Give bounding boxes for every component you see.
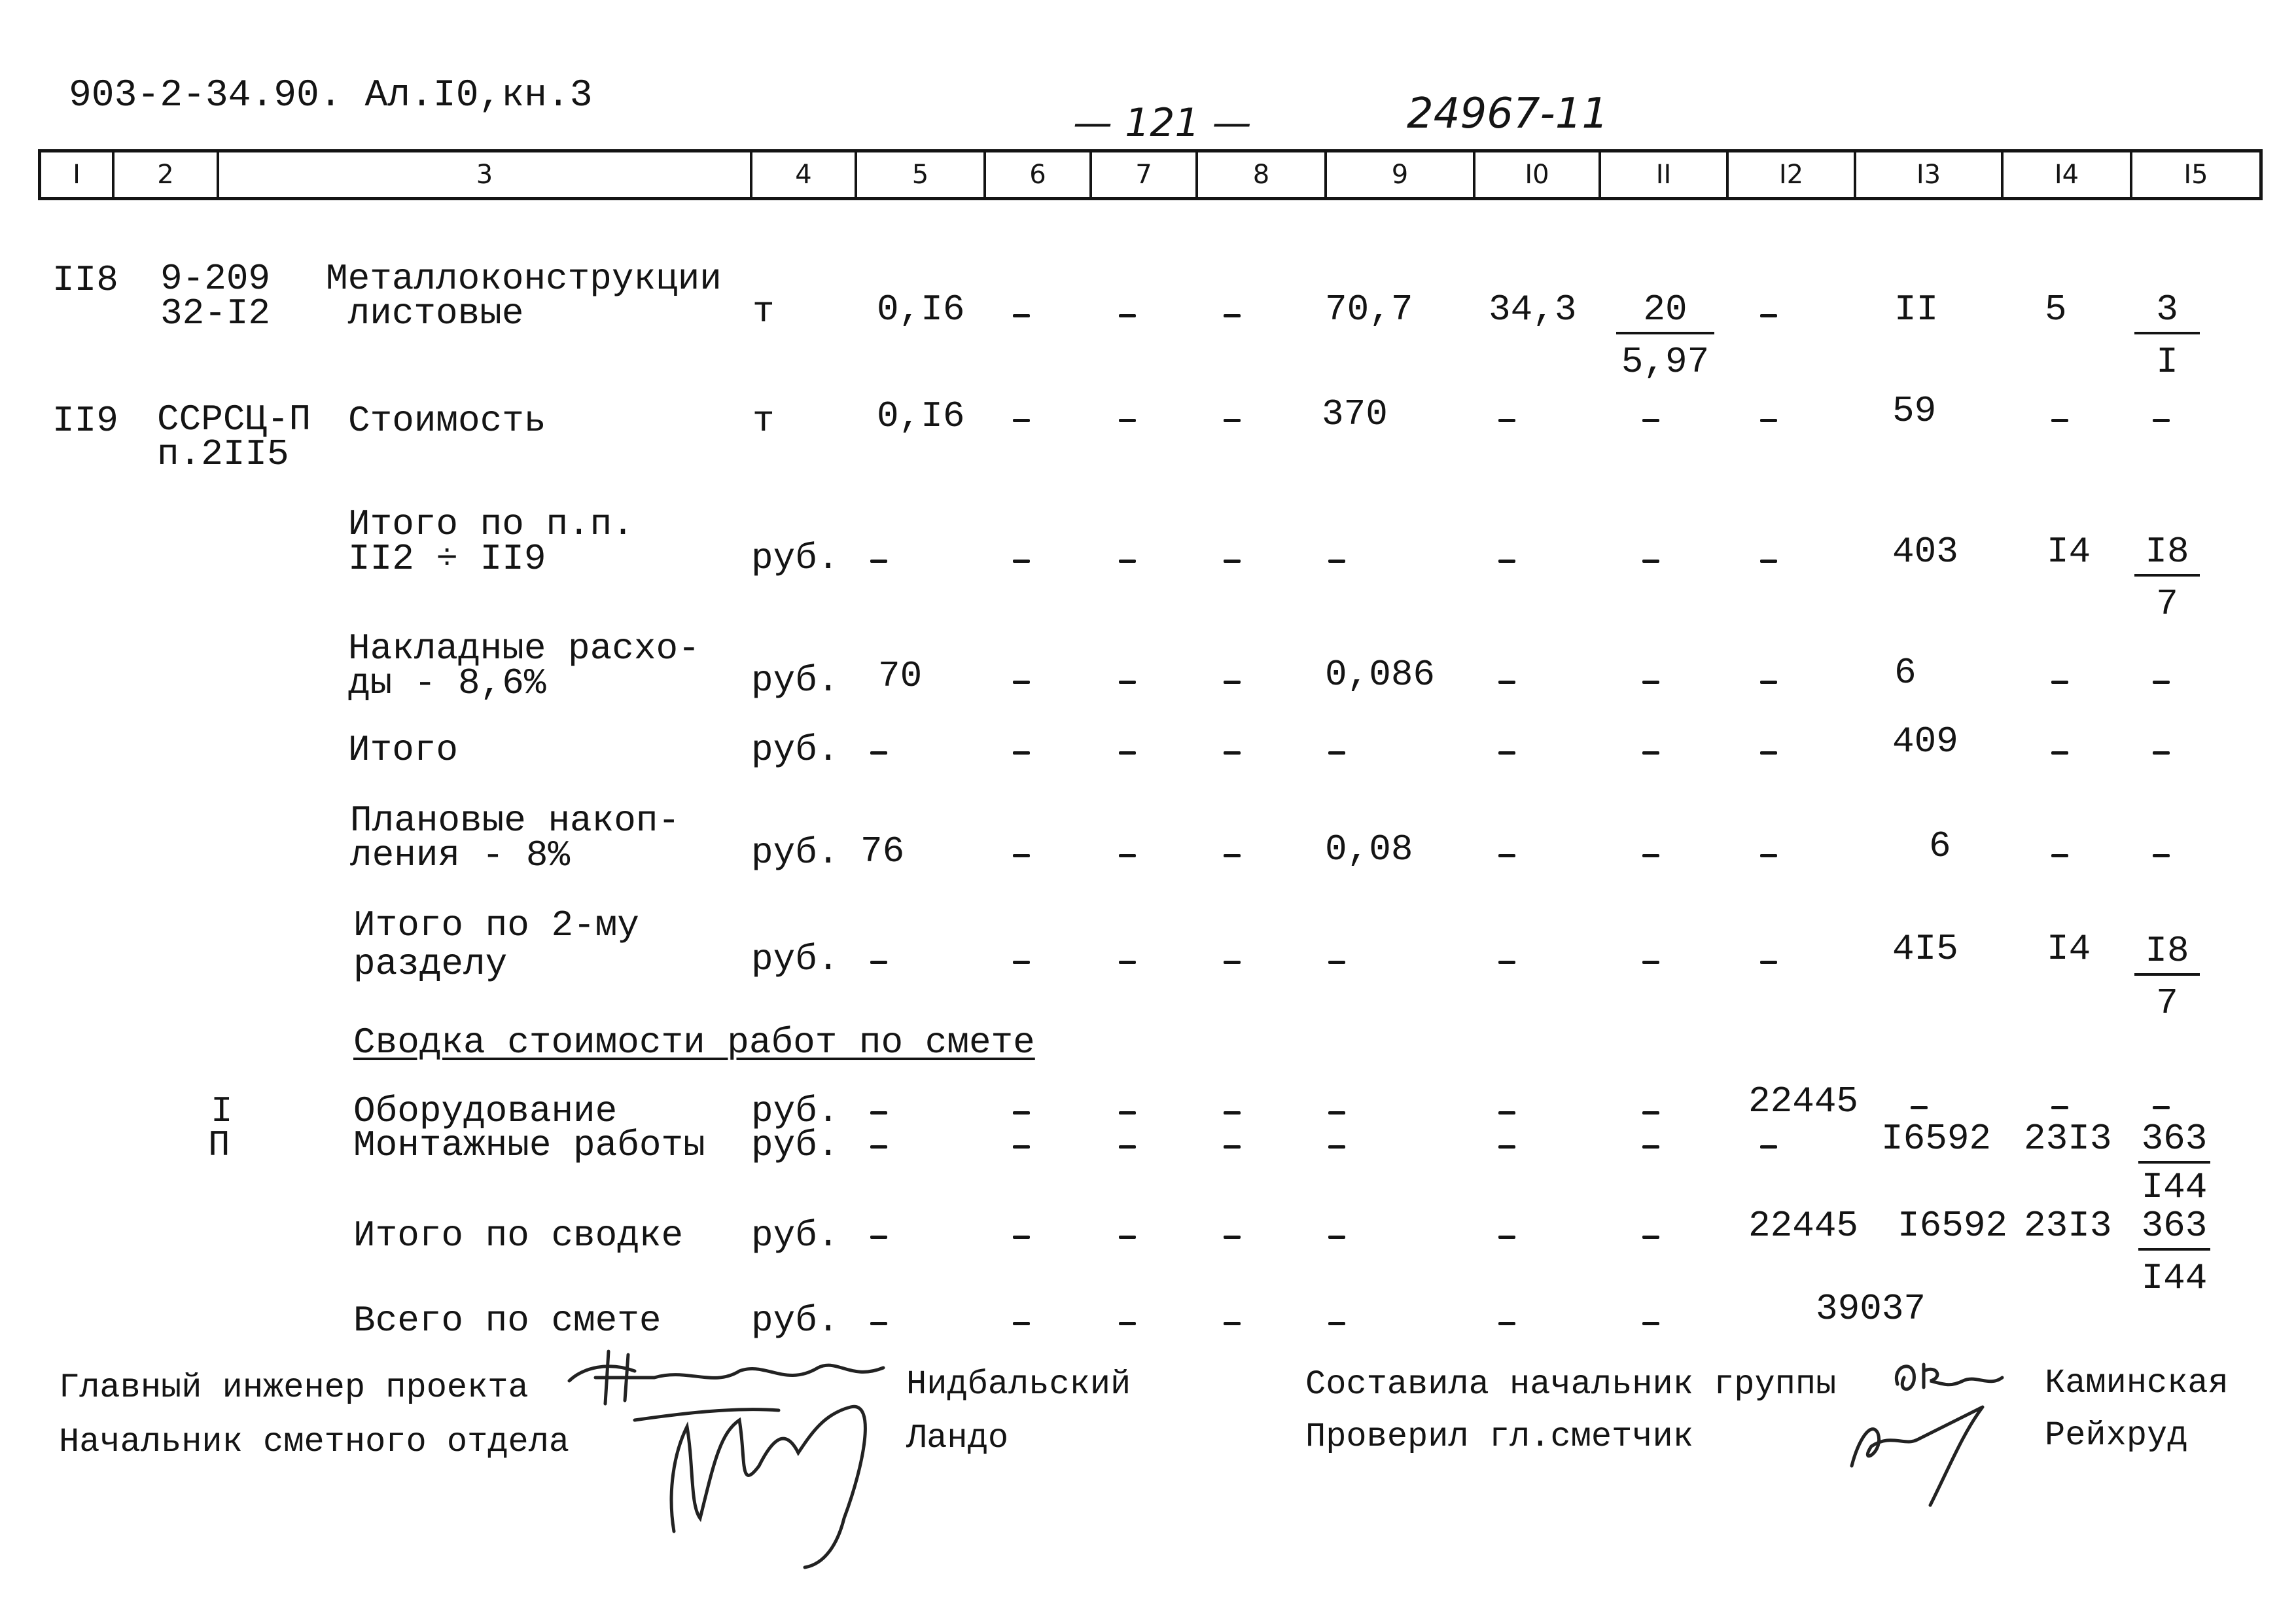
empty-cell-dash	[1013, 1322, 1030, 1325]
empty-cell-dash	[1013, 751, 1030, 755]
row-name: Итого	[348, 729, 459, 771]
cell-col15-fraction	[2134, 930, 2200, 1024]
cell-col9: 0,086	[1325, 654, 1436, 696]
empty-cell-dash	[1760, 854, 1777, 857]
empty-cell-dash	[1642, 1111, 1659, 1115]
empty-cell-dash	[1224, 854, 1241, 857]
fraction-denominator: 7	[2156, 583, 2178, 625]
row-unit: руб.	[751, 832, 839, 874]
empty-cell-dash	[2153, 419, 2170, 422]
empty-cell-dash	[1119, 681, 1136, 684]
empty-cell-dash	[1328, 961, 1345, 964]
empty-cell-dash	[1642, 1145, 1659, 1149]
fraction-numerator: 3	[2134, 291, 2200, 334]
cell-col15-fraction	[2138, 1205, 2210, 1299]
empty-cell-dash	[1642, 681, 1659, 684]
column-header: 4	[752, 152, 857, 197]
empty-cell-dash	[1642, 961, 1659, 964]
fraction-numerator: 363	[2138, 1207, 2210, 1251]
cell-col15-fraction	[2134, 531, 2200, 625]
empty-cell-dash	[1328, 1111, 1345, 1115]
column-header: I5	[2183, 160, 2208, 190]
empty-cell-dash	[1498, 854, 1515, 857]
cell-col13: 59	[1892, 390, 1937, 432]
cell-col13: 4I5	[1892, 928, 1958, 970]
empty-cell-dash	[1911, 1106, 1928, 1109]
empty-cell-dash	[1498, 681, 1515, 684]
fraction-numerator: I8	[2134, 533, 2200, 577]
empty-cell-dash	[1224, 961, 1241, 964]
empty-cell-dash	[1224, 560, 1241, 563]
empty-cell-dash	[2051, 751, 2068, 755]
empty-cell-dash	[1498, 1145, 1515, 1149]
cell-col9: 70,7	[1325, 289, 1413, 330]
empty-cell-dash	[870, 1322, 887, 1325]
empty-cell-dash	[1642, 1236, 1659, 1239]
empty-cell-dash	[1760, 419, 1777, 422]
checked-name: Рейхруд	[2045, 1416, 2188, 1455]
empty-cell-dash	[1498, 961, 1515, 964]
empty-cell-dash	[1328, 1322, 1345, 1325]
document-number: 24967-11	[1407, 90, 1609, 138]
empty-cell-dash	[1224, 1322, 1241, 1325]
empty-cell-dash	[1224, 751, 1241, 755]
empty-cell-dash	[1119, 1322, 1136, 1325]
fraction-denominator: I44	[2141, 1257, 2208, 1299]
empty-cell-dash	[1119, 1145, 1136, 1149]
empty-cell-dash	[1642, 1322, 1659, 1325]
empty-cell-dash	[1013, 419, 1030, 422]
cell-col5: 76	[860, 830, 905, 872]
checked-label: Проверил гл.сметчик	[1305, 1418, 1693, 1456]
row-name: Монтажные работы	[353, 1124, 705, 1166]
chief-engineer-name: Нидбальский	[906, 1365, 1131, 1404]
column-header: 2	[115, 152, 219, 197]
dept-head-label: Начальник сметного отдела	[59, 1423, 570, 1461]
empty-cell-dash	[870, 751, 887, 755]
empty-cell-dash	[1328, 1236, 1345, 1239]
empty-cell-dash	[1760, 560, 1777, 563]
column-header: I4	[2004, 152, 2132, 197]
empty-cell-dash	[1013, 1236, 1030, 1239]
cell-col5: 0,I6	[877, 289, 965, 330]
empty-cell-dash	[1224, 1111, 1241, 1115]
compiled-name: Каминская	[2045, 1364, 2229, 1402]
fraction-denominator: I	[2156, 341, 2178, 383]
row-name: Итого по сводке	[353, 1215, 684, 1257]
empty-cell-dash	[870, 560, 887, 563]
empty-cell-dash	[1760, 961, 1777, 964]
empty-cell-dash	[870, 1111, 887, 1115]
empty-cell-dash	[1498, 419, 1515, 422]
column-header: 7	[1092, 152, 1198, 197]
cell-col14: I4	[2047, 531, 2091, 573]
row-unit: руб.	[751, 660, 839, 702]
cell-col5: 70	[878, 655, 923, 697]
row-name: Накладные расхо- ды - 8,6%	[348, 628, 700, 705]
cell-col14: 5	[2045, 289, 2067, 330]
column-header: 3	[219, 152, 752, 197]
column-header: 5	[857, 152, 986, 197]
empty-cell-dash	[1328, 1145, 1345, 1149]
page-number: — 121 —	[1073, 100, 1252, 146]
cell-col14: 23I3	[2024, 1118, 2112, 1160]
column-header-row	[38, 149, 2263, 200]
fraction-numerator: 363	[2138, 1120, 2210, 1164]
cell-col15-fraction	[2138, 1118, 2210, 1208]
cell-col12: 22445	[1748, 1080, 1859, 1122]
row-name: Оборудование	[353, 1090, 618, 1132]
row-number: II8	[52, 259, 118, 301]
column-header: I3	[1856, 152, 2004, 197]
empty-cell-dash	[2051, 1106, 2068, 1109]
empty-cell-dash	[1119, 854, 1136, 857]
row-unit: руб.	[751, 1090, 839, 1132]
cell-col9: 370	[1322, 393, 1388, 435]
column-header: 6	[986, 152, 1092, 197]
row-unit: руб.	[751, 1124, 839, 1166]
empty-cell-dash	[1013, 560, 1030, 563]
empty-cell-dash	[1119, 751, 1136, 755]
empty-cell-dash	[1013, 1145, 1030, 1149]
empty-cell-dash	[1642, 751, 1659, 755]
cell-col10: 34,3	[1489, 289, 1577, 330]
empty-cell-dash	[2051, 854, 2068, 857]
empty-cell-dash	[1224, 1145, 1241, 1149]
cell-col13: I6592	[1898, 1205, 2008, 1247]
empty-cell-dash	[1013, 314, 1030, 317]
row-name: Стоимость	[348, 400, 546, 442]
cell-col14: I4	[2047, 928, 2091, 970]
cell-col14: 23I3	[2024, 1205, 2112, 1247]
cell-col12: 22445	[1748, 1205, 1859, 1247]
empty-cell-dash	[1498, 1111, 1515, 1115]
row-number: П	[208, 1124, 230, 1166]
empty-cell-dash	[870, 1145, 887, 1149]
fraction-denominator: I44	[2141, 1166, 2208, 1208]
empty-cell-dash	[1498, 560, 1515, 563]
summary-title: Сводка стоимости работ по смете	[353, 1022, 1035, 1063]
cell-col13: 409	[1892, 721, 1958, 762]
empty-cell-dash	[870, 1236, 887, 1239]
fraction-denominator: 7	[2156, 982, 2178, 1024]
empty-cell-dash	[1642, 560, 1659, 563]
row-name: Всего по смете	[353, 1300, 662, 1342]
row-code: ССРСЦ-П п.2II5	[157, 399, 311, 476]
cell-col5: 0,I6	[877, 395, 965, 437]
row-unit: т	[752, 400, 775, 442]
dept-head-name: Ландо	[906, 1419, 1009, 1457]
empty-cell-dash	[870, 961, 887, 964]
empty-cell-dash	[1119, 961, 1136, 964]
column-header: 9	[1327, 152, 1475, 197]
empty-cell-dash	[1760, 1145, 1777, 1149]
empty-cell-dash	[1013, 854, 1030, 857]
dept-head-signature	[628, 1387, 929, 1571]
cell-col13: 6	[1929, 825, 1951, 867]
empty-cell-dash	[1760, 314, 1777, 317]
column-header: I	[41, 152, 115, 197]
column-header: I0	[1475, 152, 1601, 197]
grand-total: 39037	[1816, 1288, 1926, 1330]
cell-col11-fraction	[1616, 289, 1714, 383]
empty-cell-dash	[1119, 314, 1136, 317]
empty-cell-dash	[2051, 419, 2068, 422]
row-unit: т	[752, 291, 775, 332]
empty-cell-dash	[1642, 419, 1659, 422]
empty-cell-dash	[2153, 854, 2170, 857]
empty-cell-dash	[1760, 681, 1777, 684]
cell-col13: I6592	[1881, 1118, 1992, 1160]
empty-cell-dash	[1013, 1111, 1030, 1115]
row-unit: руб.	[751, 537, 839, 579]
row-number: II9	[52, 400, 118, 442]
empty-cell-dash	[1224, 1236, 1241, 1239]
column-header: II	[1601, 152, 1729, 197]
empty-cell-dash	[1328, 560, 1345, 563]
row-name: Металлоконструкции листовые	[326, 258, 722, 335]
fraction-numerator: I8	[2134, 933, 2200, 976]
row-unit: руб.	[751, 729, 839, 771]
empty-cell-dash	[2153, 1106, 2170, 1109]
empty-cell-dash	[2051, 681, 2068, 684]
empty-cell-dash	[1013, 961, 1030, 964]
empty-cell-dash	[1498, 1322, 1515, 1325]
empty-cell-dash	[1498, 1236, 1515, 1239]
chief-engineer-label: Главный инженер проекта	[59, 1368, 529, 1407]
empty-cell-dash	[1119, 1111, 1136, 1115]
row-name: Итого по 2-му разделу	[353, 904, 639, 985]
empty-cell-dash	[2153, 751, 2170, 755]
empty-cell-dash	[1119, 560, 1136, 563]
row-unit: руб.	[751, 1300, 839, 1342]
compiled-label: Составила начальник группы	[1305, 1365, 1837, 1404]
empty-cell-dash	[1013, 681, 1030, 684]
cell-col13: 403	[1892, 531, 1958, 573]
document-code: 903-2-34.90. Ал.I0,кн.3	[69, 75, 593, 117]
column-header: 8	[1198, 152, 1327, 197]
empty-cell-dash	[1119, 419, 1136, 422]
empty-cell-dash	[1642, 854, 1659, 857]
row-unit: руб.	[751, 1215, 839, 1257]
empty-cell-dash	[1760, 751, 1777, 755]
row-unit: руб.	[751, 938, 839, 980]
column-header: I2	[1729, 152, 1856, 197]
empty-cell-dash	[1224, 314, 1241, 317]
row-code: 9-209 32-I2	[160, 258, 271, 335]
empty-cell-dash	[2153, 681, 2170, 684]
row-number: I	[211, 1090, 233, 1132]
empty-cell-dash	[1224, 681, 1241, 684]
checked-signature	[1832, 1394, 2015, 1512]
row-name: Итого по п.п. II2 ÷ II9	[348, 503, 634, 580]
cell-col9: 0,08	[1325, 829, 1413, 870]
row-name: Плановые накоп- ления - 8%	[350, 800, 680, 877]
empty-cell-dash	[1119, 1236, 1136, 1239]
cell-col13: 6	[1894, 652, 1916, 694]
fraction-numerator: 20	[1616, 291, 1714, 334]
empty-cell-dash	[1498, 751, 1515, 755]
cell-col15-fraction	[2134, 289, 2200, 383]
cell-col13: II	[1894, 289, 1939, 330]
empty-cell-dash	[1328, 751, 1345, 755]
empty-cell-dash	[1224, 419, 1241, 422]
fraction-denominator: 5,97	[1621, 341, 1710, 383]
